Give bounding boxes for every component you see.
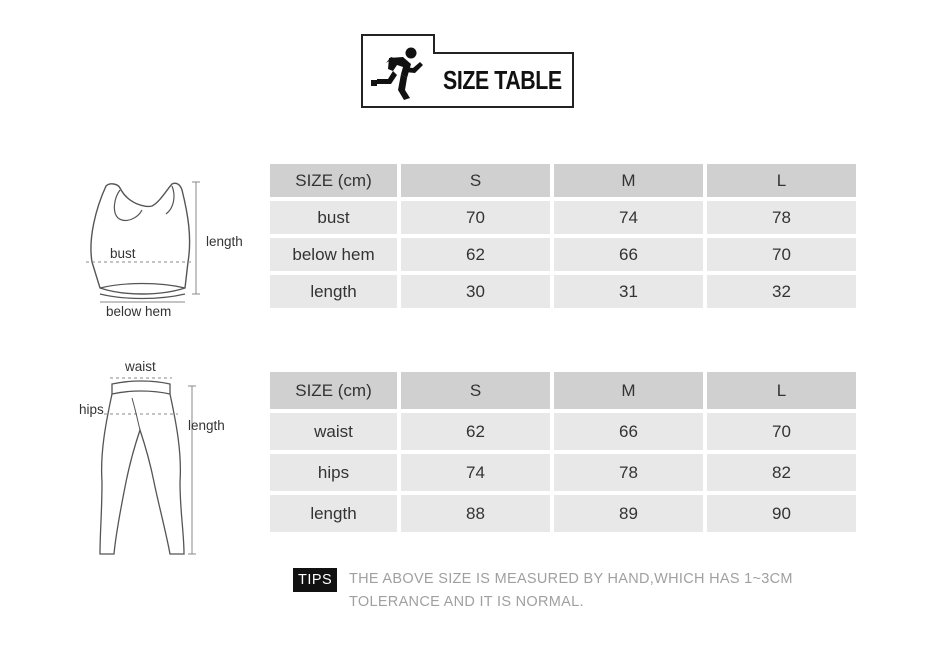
header-cell: SIZE (cm) [270, 372, 397, 409]
table-row [270, 238, 856, 271]
header-cell: SIZE (cm) [270, 164, 397, 197]
header-cell: S [401, 164, 550, 197]
table-cell: 78 [707, 201, 856, 234]
row-label: below hem [270, 238, 397, 271]
table-cell: 70 [401, 201, 550, 234]
table-cell: 70 [707, 238, 856, 271]
table-cell: 66 [554, 238, 703, 271]
table-header-row [270, 372, 856, 409]
table-cell: 66 [554, 413, 703, 450]
table-cell: 78 [554, 454, 703, 491]
row-label: waist [270, 413, 397, 450]
bust-label: bust [110, 246, 136, 261]
table-cell: 74 [554, 201, 703, 234]
table-cell: 90 [707, 495, 856, 532]
top-length-label: length [206, 234, 243, 249]
table-row [270, 275, 856, 308]
table-cell: 89 [554, 495, 703, 532]
size-table-header [361, 34, 574, 108]
tips-badge: TIPS [293, 568, 337, 592]
header-cell: L [707, 164, 856, 197]
header-cell: M [554, 164, 703, 197]
row-label: hips [270, 454, 397, 491]
table-cell: 31 [554, 275, 703, 308]
title-box [433, 52, 574, 108]
table-row [270, 454, 856, 491]
table-cell: 74 [401, 454, 550, 491]
table-cell: 82 [707, 454, 856, 491]
table-cell: 32 [707, 275, 856, 308]
tips-text-line2: TOLERANCE AND IT IS NORMAL. [349, 594, 584, 610]
hips-label: hips [79, 402, 104, 417]
page-title: SIZE TABLE [443, 64, 562, 95]
logo-box [361, 34, 435, 108]
table-cell: 88 [401, 495, 550, 532]
row-label: length [270, 275, 397, 308]
table-row [270, 201, 856, 234]
header-cell: S [401, 372, 550, 409]
header-cell: L [707, 372, 856, 409]
table-row [270, 413, 856, 450]
sports-bra-illustration [80, 178, 205, 303]
table-row [270, 495, 856, 532]
table-header-row [270, 164, 856, 197]
waist-label: waist [125, 359, 156, 374]
table-cell: 30 [401, 275, 550, 308]
below-hem-label: below hem [106, 304, 172, 319]
bottom-length-label: length [188, 418, 225, 433]
leggings-illustration [80, 372, 205, 562]
running-person-icon [367, 44, 429, 100]
top-size-table [266, 160, 860, 312]
table-cell: 62 [401, 238, 550, 271]
row-label: length [270, 495, 397, 532]
table-cell: 70 [707, 413, 856, 450]
bottom-size-table [266, 368, 860, 536]
row-label: bust [270, 201, 397, 234]
table-cell: 62 [401, 413, 550, 450]
header-cell: M [554, 372, 703, 409]
tips-text-line1: THE ABOVE SIZE IS MEASURED BY HAND,WHICH HAS 1~3CM [349, 571, 793, 587]
